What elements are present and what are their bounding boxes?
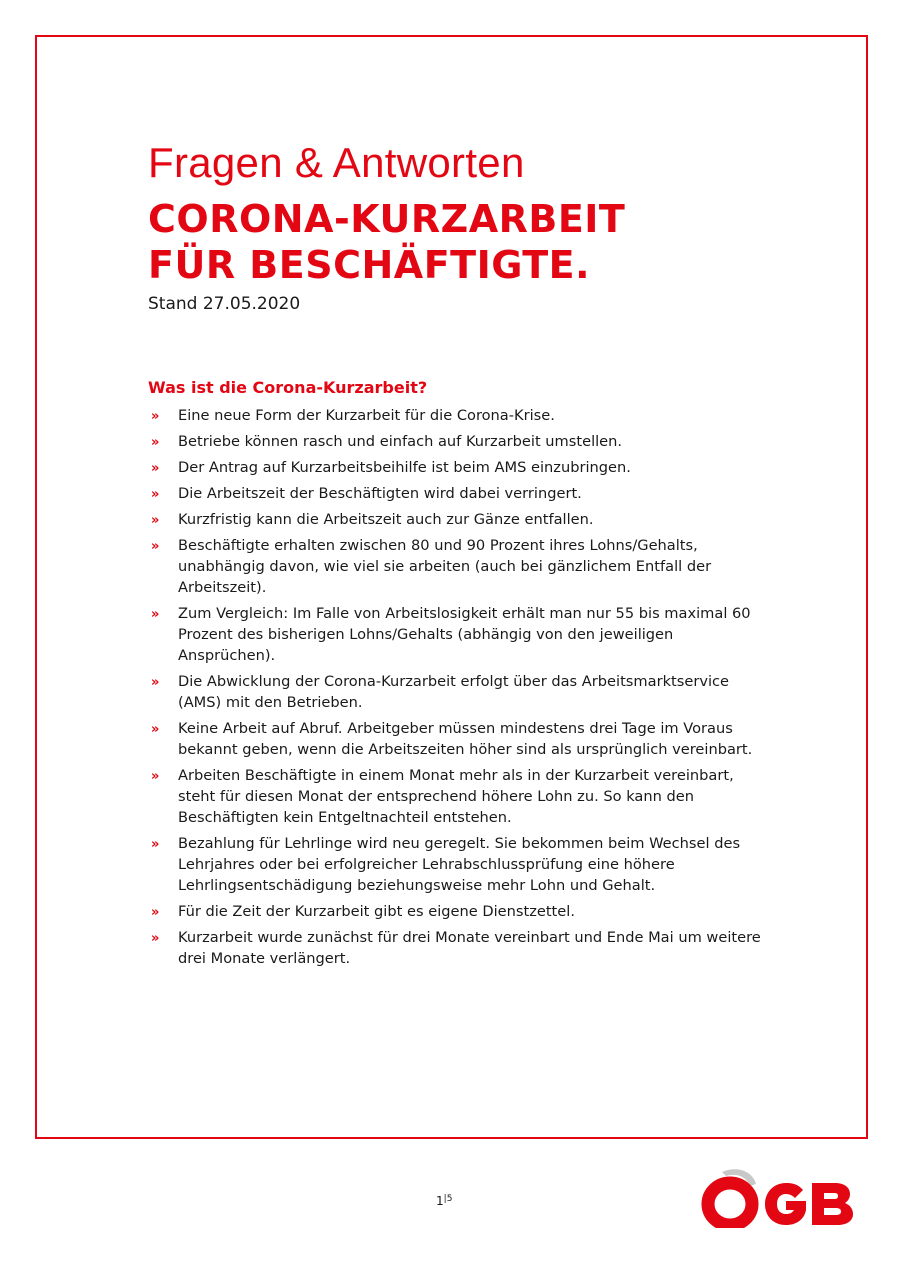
list-item xyxy=(148,765,768,828)
bullet-icon: » xyxy=(151,837,160,852)
page-current: 1 xyxy=(436,1194,444,1208)
headline-line-1: CORONA-KURZARBEIT xyxy=(148,197,626,241)
list-item-text: Kurzfristig kann die Arbeitszeit auch zur Gänze entfallen. xyxy=(178,511,594,528)
list-item-text: Kurzarbeit wurde zunächst für drei Monate vereinbart und Ende Mai um weitere drei Monate verlängert. xyxy=(178,929,761,967)
list-item-text: Zum Vergleich: Im Falle von Arbeitslosigkeit erhält man nur 55 bis maximal 60 Prozent des bisherigen Lohns/Gehalts (abhängig von den jeweiligen Ansprüchen). xyxy=(178,605,751,664)
list-item xyxy=(148,603,768,666)
section-heading: Was ist die Corona-Kurzarbeit? xyxy=(148,378,428,397)
bullet-icon: » xyxy=(151,539,160,554)
list-item xyxy=(148,833,768,896)
logo-letter-b xyxy=(812,1183,853,1225)
list-item-text: Bezahlung für Lehrlinge wird neu geregelt. Sie bekommen beim Wechsel des Lehrjahres oder bei erfolgreicher Lehrabschlussprüfung eine höhere Lehrlingsentschädigung beziehungsweise mehr Lohn und Gehalt. xyxy=(178,835,741,894)
headline-line-2: FÜR BESCHÄFTIGTE. xyxy=(148,243,591,287)
bullet-icon: » xyxy=(151,487,160,502)
page-number: $1^{|5}$ xyxy=(436,1194,453,1208)
list-item xyxy=(148,457,768,478)
ogb-logo xyxy=(700,1166,860,1228)
list-item xyxy=(148,431,768,452)
logo-letter-g xyxy=(765,1183,806,1225)
kicker-title: Fragen & Antworten xyxy=(148,139,525,186)
list-item xyxy=(148,671,768,713)
page-title xyxy=(148,196,768,288)
faq-list xyxy=(148,405,768,969)
list-item-text: Die Arbeitszeit der Beschäftigten wird dabei verringert. xyxy=(178,485,582,502)
list-item xyxy=(148,901,768,922)
list-item xyxy=(148,483,768,504)
bullet-icon: » xyxy=(151,435,160,450)
bullet-icon: » xyxy=(151,607,160,622)
list-item xyxy=(148,509,768,530)
bullet-icon: » xyxy=(151,769,160,784)
document-content xyxy=(148,140,768,974)
list-item-text: Die Abwicklung der Corona-Kurzarbeit erfolgt über das Arbeitsmarktservice (AMS) mit den Betrieben. xyxy=(178,673,730,711)
list-item-text: Der Antrag auf Kurzarbeitsbeihilfe ist beim AMS einzubringen. xyxy=(178,459,631,476)
bullet-icon: » xyxy=(151,931,160,946)
list-item-text: Für die Zeit der Kurzarbeit gibt es eigene Dienstzettel. xyxy=(178,903,575,920)
list-item-text: Betriebe können rasch und einfach auf Kurzarbeit umstellen. xyxy=(178,433,623,450)
page-total: 5 xyxy=(446,1194,453,1204)
bullet-icon: » xyxy=(151,905,160,920)
bullet-icon: » xyxy=(151,722,160,737)
bullet-icon: » xyxy=(151,513,160,528)
list-item xyxy=(148,405,768,426)
logo-letter-o xyxy=(708,1183,752,1225)
bullet-icon: » xyxy=(151,675,160,690)
bullet-icon: » xyxy=(151,409,160,424)
list-item-text: Keine Arbeit auf Abruf. Arbeitgeber müssen mindestens drei Tage im Voraus bekannt geben, wenn die Arbeitszeiten höher sind als ursprünglich vereinbart. xyxy=(178,720,753,758)
list-item-text: Beschäftigte erhalten zwischen 80 und 90 Prozent ihres Lohns/Gehalts, unabhängig davon, wie viel sie arbeiten (auch bei gänzlichem Entfall der Arbeitszeit). xyxy=(178,537,712,596)
list-item xyxy=(148,927,768,969)
stand-date: Stand 27.05.2020 xyxy=(148,294,301,314)
bullet-icon: » xyxy=(151,461,160,476)
list-item-text: Eine neue Form der Kurzarbeit für die Corona-Krise. xyxy=(178,407,555,424)
list-item-text: Arbeiten Beschäftigte in einem Monat mehr als in der Kurzarbeit vereinbart, steht für diesen Monat der entsprechend höhere Lohn zu. So kann den Beschäftigten kein Entgeltnachteil entstehen. xyxy=(178,767,734,826)
list-item xyxy=(148,718,768,760)
list-item xyxy=(148,535,768,598)
